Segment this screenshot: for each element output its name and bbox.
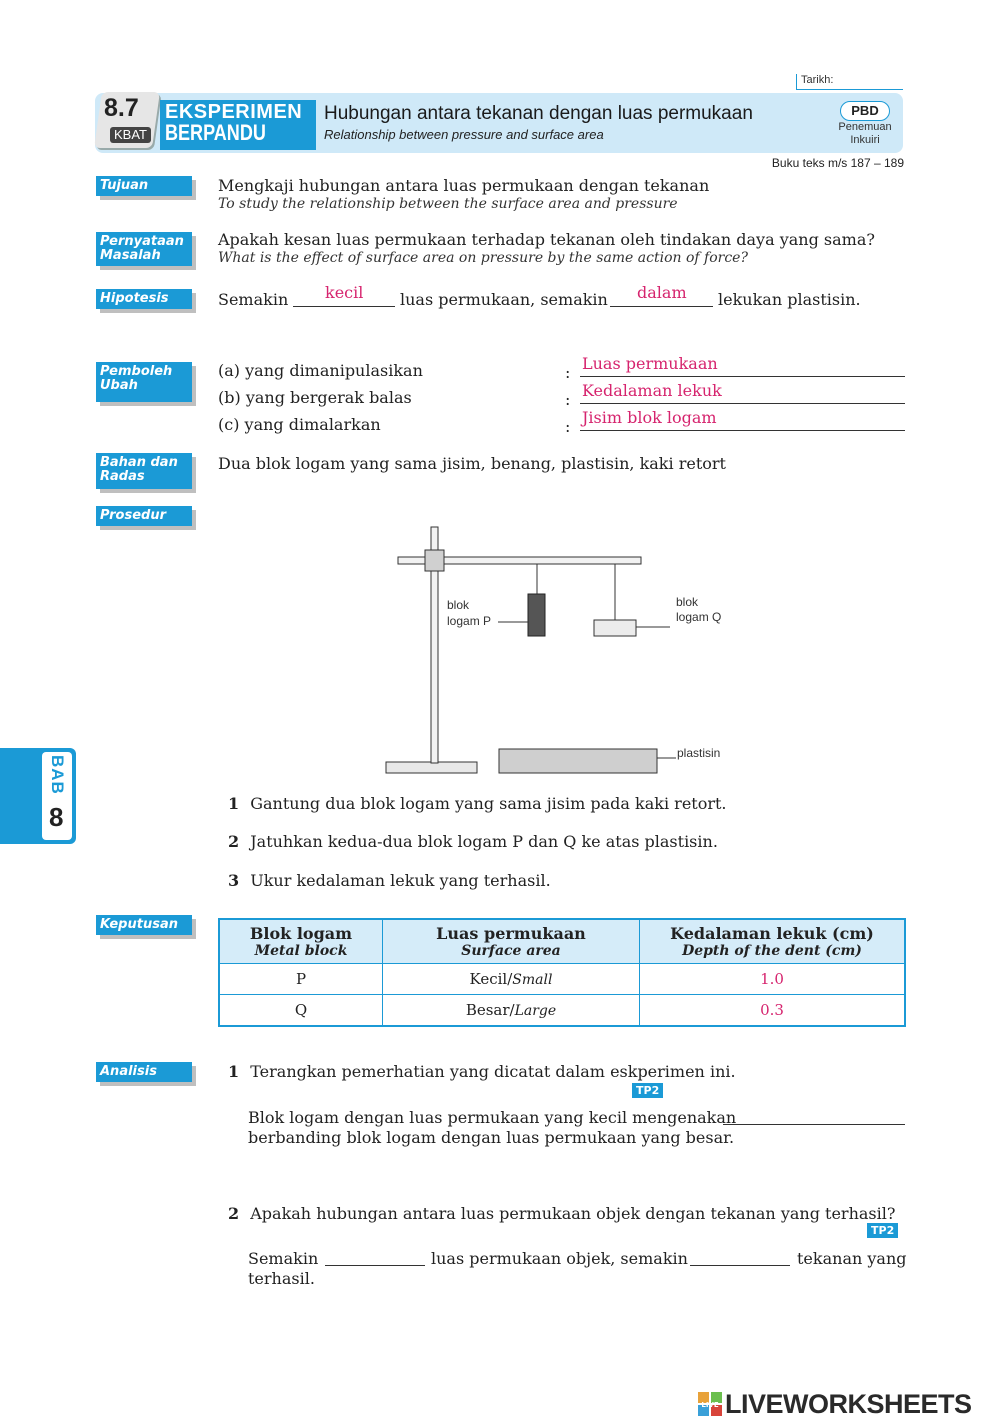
header-block-ms: Blok logam bbox=[249, 924, 353, 943]
q2-tp-badge: TP2 bbox=[867, 1223, 898, 1238]
hipotesis-part2: luas permukaan, semakin bbox=[400, 290, 608, 309]
pernyataan-en: What is the effect of surface area on pressure by the same action of force? bbox=[218, 250, 748, 266]
header-area-en: Surface area bbox=[461, 943, 561, 959]
q1-answer-line1: Blok logam dengan luas permukaan yang kecil mengenakan bbox=[248, 1108, 737, 1127]
table-row bbox=[219, 995, 905, 1027]
kbat-badge: KBAT bbox=[110, 127, 151, 143]
tag-tujuan: Tujuan bbox=[96, 176, 192, 196]
variable-answer-c[interactable]: Jisim blok logam bbox=[582, 408, 717, 427]
page-title: Hubungan antara tekanan dengan luas permukaan bbox=[324, 103, 753, 124]
cell-area-q bbox=[383, 995, 640, 1027]
tag-bahan-radas bbox=[96, 453, 192, 489]
tag-bahan-line2: Radas bbox=[100, 469, 145, 484]
retort-base bbox=[386, 762, 477, 773]
cell-depth-p[interactable]: 1.0 bbox=[640, 964, 906, 995]
q1-answer-blank[interactable] bbox=[723, 1124, 905, 1125]
variable-blank-c[interactable] bbox=[580, 430, 905, 431]
hipotesis-answer-2[interactable]: dalam bbox=[637, 283, 687, 302]
tag-pemboleh-ubah bbox=[96, 362, 192, 402]
procedure-step-3 bbox=[228, 871, 551, 890]
tag-hipotesis: Hipotesis bbox=[96, 289, 192, 309]
apparatus-diagram bbox=[380, 520, 740, 782]
header-block-en: Metal block bbox=[254, 943, 348, 959]
tag-keputusan: Keputusan bbox=[96, 915, 192, 935]
tag-pemboleh-line1: Pemboleh bbox=[100, 364, 173, 379]
q2-part2: luas permukaan objek, semakin bbox=[431, 1249, 688, 1268]
cell-block-q: Q bbox=[219, 995, 383, 1027]
step-1-number: 1 bbox=[228, 794, 240, 813]
header-block bbox=[219, 919, 383, 964]
retort-clamp bbox=[425, 550, 444, 571]
page-subtitle: Relationship between pressure and surface area bbox=[324, 127, 604, 142]
pernyataan-ms: Apakah kesan luas permukaan terhadap tekanan oleh tindakan daya yang sama? bbox=[218, 230, 875, 249]
header-depth-en: Depth of the dent (cm) bbox=[682, 943, 862, 959]
date-field bbox=[796, 74, 903, 90]
variable-colon-c: : bbox=[565, 417, 571, 436]
tag-analisis: Analisis bbox=[96, 1062, 192, 1082]
table-row bbox=[219, 964, 905, 995]
logo-text: LIVEWORKSHEETS bbox=[725, 1389, 972, 1419]
pbd-sub2: Inkuiri bbox=[850, 134, 880, 146]
logo-mark-icon bbox=[698, 1392, 722, 1416]
logo-icon bbox=[698, 1392, 722, 1416]
experiment-type-line1: EKSPERIMEN bbox=[165, 101, 303, 123]
tujuan-en: To study the relationship between the surface area and pressure bbox=[218, 196, 678, 212]
tag-pernyataan-line1: Pernyataan bbox=[100, 234, 184, 249]
metal-block-p bbox=[528, 594, 545, 636]
variable-blank-b[interactable] bbox=[580, 403, 905, 404]
logo-letters: LIVE bbox=[701, 1401, 719, 1409]
hipotesis-part1: Semakin bbox=[218, 290, 289, 309]
pbd-sub1: Penemuan bbox=[838, 121, 892, 133]
header-area bbox=[383, 919, 640, 964]
q2-number: 2 bbox=[228, 1204, 240, 1223]
header-area-ms: Luas permukaan bbox=[436, 924, 586, 943]
step-2-text: Jatuhkan kedua-dua blok logam P dan Q ke atas plastisin. bbox=[250, 832, 718, 851]
q1-number: 1 bbox=[228, 1062, 240, 1081]
label-block-p-line2: logam P bbox=[447, 614, 492, 628]
step-3-text: Ukur kedalaman lekuk yang terhasil. bbox=[250, 871, 551, 890]
q2-text: Apakah hubungan antara luas permukaan objek dengan tekanan yang terhasil? bbox=[250, 1204, 896, 1223]
step-1-text: Gantung dua blok logam yang sama jisim pada kaki retort. bbox=[250, 794, 727, 813]
procedure-step-1 bbox=[228, 794, 727, 813]
experiment-type-line2: BERPANDU bbox=[165, 120, 266, 145]
variable-label-a: (a) yang dimanipulasikan bbox=[218, 361, 423, 380]
cell-area-q-en: Large bbox=[514, 1003, 557, 1019]
variable-blank-a[interactable] bbox=[580, 376, 905, 377]
analisis-q2 bbox=[228, 1204, 895, 1223]
variable-label-c: (c) yang dimalarkan bbox=[218, 415, 381, 434]
label-plastisin: plastisin bbox=[677, 746, 721, 760]
label-block-q-line1: blok bbox=[676, 595, 699, 609]
liveworksheets-logo bbox=[698, 1390, 993, 1420]
pbd-badge: PBD bbox=[840, 101, 890, 121]
date-label: Tarikh: bbox=[801, 74, 834, 86]
variable-answer-a[interactable]: Luas permukaan bbox=[582, 354, 718, 373]
header-depth-ms: Kedalaman lekuk (cm) bbox=[670, 924, 874, 943]
chapter-label: BAB bbox=[48, 755, 67, 795]
tag-pernyataan-masalah bbox=[96, 232, 192, 266]
analisis-q1 bbox=[228, 1062, 736, 1081]
step-3-number: 3 bbox=[228, 871, 240, 890]
chapter-number: 8 bbox=[49, 802, 64, 832]
cell-depth-q[interactable]: 0.3 bbox=[640, 995, 906, 1027]
header-depth bbox=[640, 919, 906, 964]
hipotesis-blank-1[interactable] bbox=[293, 306, 395, 307]
hipotesis-blank-2[interactable] bbox=[610, 306, 713, 307]
metal-block-q bbox=[594, 620, 636, 636]
textbook-reference: Buku teks m/s 187 – 189 bbox=[771, 156, 904, 170]
q1-answer-line2: berbanding blok logam dengan luas permukaan yang besar. bbox=[248, 1128, 735, 1147]
q1-tp-badge: TP2 bbox=[632, 1083, 663, 1098]
results-table bbox=[218, 918, 906, 1027]
experiment-number: 8.7 bbox=[104, 94, 139, 122]
hipotesis-part3: lekukan plastisin. bbox=[718, 290, 861, 309]
tag-bahan-line1: Bahan dan bbox=[100, 455, 178, 470]
q1-text: Terangkan pemerhatian yang dicatat dalam eskperimen ini. bbox=[250, 1062, 736, 1081]
cell-area-p-ms: Kecil/ bbox=[469, 970, 513, 988]
tag-pemboleh-line2: Ubah bbox=[100, 378, 138, 393]
cell-area-p bbox=[383, 964, 640, 995]
tujuan-ms: Mengkaji hubungan antara luas permukaan dengan tekanan bbox=[218, 176, 710, 195]
q2-part4: terhasil. bbox=[248, 1269, 315, 1288]
variable-colon-b: : bbox=[565, 390, 571, 409]
plasticine-slab bbox=[499, 749, 657, 773]
variable-label-b: (b) yang bergerak balas bbox=[218, 388, 412, 407]
q2-blank-1[interactable] bbox=[325, 1265, 425, 1266]
variable-answer-b[interactable]: Kedalaman lekuk bbox=[582, 381, 722, 400]
step-2-number: 2 bbox=[228, 832, 240, 851]
q2-blank-2[interactable] bbox=[690, 1265, 790, 1266]
tag-pernyataan-line2: Masalah bbox=[100, 248, 161, 263]
variable-colon-a: : bbox=[565, 363, 571, 382]
cell-area-q-ms: Besar/ bbox=[465, 1001, 515, 1019]
cell-area-p-en: Small bbox=[512, 972, 553, 988]
cell-block-p: P bbox=[219, 964, 383, 995]
label-block-q-line2: logam Q bbox=[676, 610, 722, 624]
bahan-text: Dua blok logam yang sama jisim, benang, plastisin, kaki retort bbox=[218, 454, 726, 473]
procedure-step-2 bbox=[228, 832, 718, 851]
hipotesis-answer-1[interactable]: kecil bbox=[325, 283, 364, 302]
results-header-row bbox=[219, 919, 905, 964]
q2-part1: Semakin bbox=[248, 1249, 319, 1268]
label-block-p-line1: blok bbox=[447, 598, 470, 612]
tag-prosedur: Prosedur bbox=[96, 506, 192, 526]
q2-part3: tekanan yang bbox=[797, 1249, 907, 1268]
